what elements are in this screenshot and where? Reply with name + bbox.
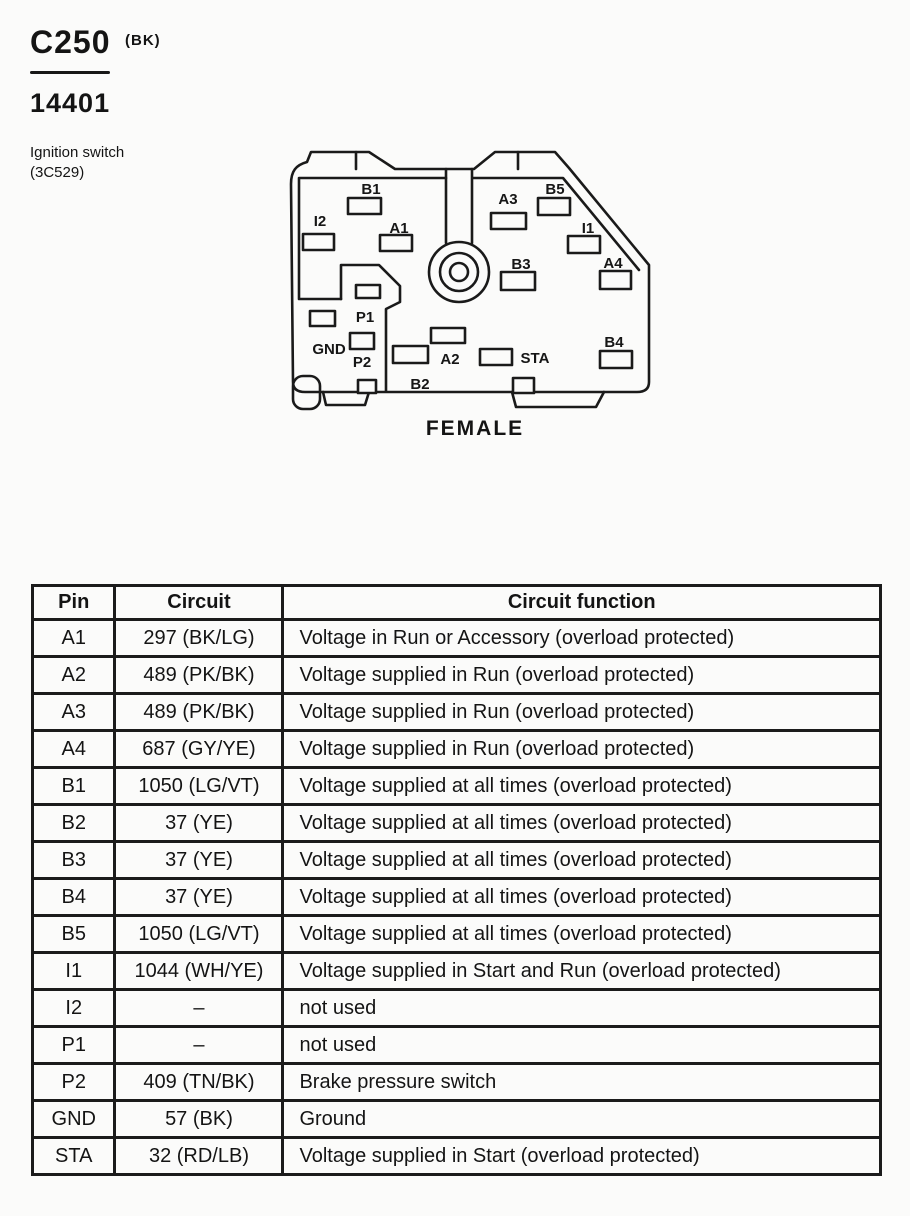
page-header — [30, 24, 161, 60]
pin-cell: B3 — [33, 842, 115, 879]
column-header-pin: Pin — [33, 586, 115, 620]
circuit-cell: 409 (TN/BK) — [115, 1064, 283, 1101]
pin-cell: A4 — [33, 731, 115, 768]
pin-i2-cavity — [303, 234, 334, 250]
pin-sta-cavity — [480, 349, 512, 365]
table-header-row — [33, 586, 881, 620]
center-boss-middle — [440, 253, 478, 291]
pin-p2-cavity — [350, 333, 374, 349]
pin-cell: A1 — [33, 620, 115, 657]
pin-b1-cavity — [348, 198, 381, 214]
circuit-cell: – — [115, 1027, 283, 1064]
pin-cell: P1 — [33, 1027, 115, 1064]
pin-cell: STA — [33, 1138, 115, 1175]
circuit-cell: 37 (YE) — [115, 805, 283, 842]
table-row — [33, 694, 881, 731]
column-header-circuit-function: Circuit function — [283, 586, 881, 620]
function-cell: Brake pressure switch — [283, 1064, 881, 1101]
pin-cell: GND — [33, 1101, 115, 1138]
connector-gender-label: FEMALE — [425, 417, 525, 440]
circuit-cell: 687 (GY/YE) — [115, 731, 283, 768]
function-cell: Voltage supplied in Run (overload protected) — [283, 657, 881, 694]
pin-b5-cavity — [538, 198, 570, 215]
pin-b2-label: B2 — [410, 376, 430, 393]
column-header-circuit: Circuit — [115, 586, 283, 620]
pin-b3-label: B3 — [511, 256, 531, 273]
pin-a3-label: A3 — [498, 191, 518, 208]
table-row — [33, 842, 881, 879]
component-base-number: (3C529) — [30, 164, 85, 181]
table-row — [33, 620, 881, 657]
right-latch-notch — [513, 378, 534, 393]
circuit-cell: 37 (YE) — [115, 879, 283, 916]
pin-i1-label: I1 — [581, 220, 595, 237]
pin-a4-label: A4 — [603, 255, 623, 272]
function-cell: not used — [283, 990, 881, 1027]
part-number: 14401 — [30, 88, 111, 118]
connector-diagram — [283, 138, 657, 442]
circuit-cell: 489 (PK/BK) — [115, 657, 283, 694]
function-cell: Voltage supplied at all times (overload protected) — [283, 805, 881, 842]
table-row — [33, 879, 881, 916]
circuit-cell: 57 (BK) — [115, 1101, 283, 1138]
center-boss-outer — [429, 242, 489, 302]
pin-a1-cavity — [380, 235, 412, 251]
left-latch-notch — [358, 380, 376, 393]
function-cell: Voltage supplied in Run (overload protected) — [283, 694, 881, 731]
pin-p1-cavity — [356, 285, 380, 298]
pin-gnd-cavity — [310, 311, 335, 326]
table-row — [33, 916, 881, 953]
function-cell: Voltage supplied in Start (overload protected) — [283, 1138, 881, 1175]
pin-a3-cavity — [491, 213, 526, 229]
circuit-cell: 489 (PK/BK) — [115, 694, 283, 731]
pin-cell: I1 — [33, 953, 115, 990]
keyway-channel — [446, 169, 472, 243]
circuit-cell: 37 (YE) — [115, 842, 283, 879]
pin-cell: A3 — [33, 694, 115, 731]
pin-i2-label: I2 — [313, 213, 327, 230]
table-row — [33, 768, 881, 805]
component-name: Ignition switch — [30, 144, 125, 161]
pin-a2-cavity — [431, 328, 465, 343]
pin-b4-cavity — [600, 351, 632, 368]
component-description — [30, 143, 124, 183]
function-cell: Voltage supplied in Start and Run (overload protected) — [283, 953, 881, 990]
table-row — [33, 805, 881, 842]
pin-a1-label: A1 — [389, 220, 409, 237]
circuit-cell: 297 (BK/LG) — [115, 620, 283, 657]
circuit-cell: 1050 (LG/VT) — [115, 916, 283, 953]
pin-b1-label: B1 — [361, 181, 381, 198]
pin-i1-cavity — [568, 236, 600, 253]
pin-b2-cavity — [393, 346, 428, 363]
pin-a2-label: A2 — [440, 351, 460, 368]
pin-b3-cavity — [501, 272, 535, 290]
table-row — [33, 1101, 881, 1138]
connector-color-code: (BK) — [125, 32, 161, 49]
table-row — [33, 990, 881, 1027]
pin-gnd-label: GND — [312, 341, 346, 358]
table-row — [33, 657, 881, 694]
pin-a4-cavity — [600, 271, 631, 289]
pin-b4-label: B4 — [604, 334, 624, 351]
pin-cell: B1 — [33, 768, 115, 805]
pinout-table-body — [33, 620, 881, 1175]
function-cell: Voltage supplied in Run (overload protected) — [283, 731, 881, 768]
circuit-cell: – — [115, 990, 283, 1027]
table-row — [33, 1064, 881, 1101]
function-cell: not used — [283, 1027, 881, 1064]
table-row — [33, 1138, 881, 1175]
function-cell: Ground — [283, 1101, 881, 1138]
function-cell: Voltage supplied at all times (overload protected) — [283, 916, 881, 953]
pin-cell: A2 — [33, 657, 115, 694]
circuit-cell: 1044 (WH/YE) — [115, 953, 283, 990]
function-cell: Voltage supplied at all times (overload protected) — [283, 768, 881, 805]
pin-b5-label: B5 — [545, 181, 565, 198]
connector-id: C250 — [30, 24, 111, 60]
pin-cell: B5 — [33, 916, 115, 953]
connector-drawing — [283, 138, 657, 442]
pin-cell: B2 — [33, 805, 115, 842]
circuit-cell: 1050 (LG/VT) — [115, 768, 283, 805]
center-boss-inner — [450, 263, 468, 281]
pin-cell: B4 — [33, 879, 115, 916]
table-row — [33, 731, 881, 768]
circuit-cell: 32 (RD/LB) — [115, 1138, 283, 1175]
pinout-table — [31, 584, 882, 1176]
table-row — [33, 1027, 881, 1064]
pin-p1-label: P1 — [355, 309, 375, 326]
table-row — [33, 953, 881, 990]
function-cell: Voltage in Run or Accessory (overload protected) — [283, 620, 881, 657]
pin-p2-label: P2 — [352, 354, 372, 371]
pin-cell: I2 — [33, 990, 115, 1027]
function-cell: Voltage supplied at all times (overload protected) — [283, 842, 881, 879]
pin-cell: P2 — [33, 1064, 115, 1101]
pin-sta-label: STA — [520, 350, 550, 367]
function-cell: Voltage supplied at all times (overload protected) — [283, 879, 881, 916]
connector-id-underline — [30, 71, 110, 74]
